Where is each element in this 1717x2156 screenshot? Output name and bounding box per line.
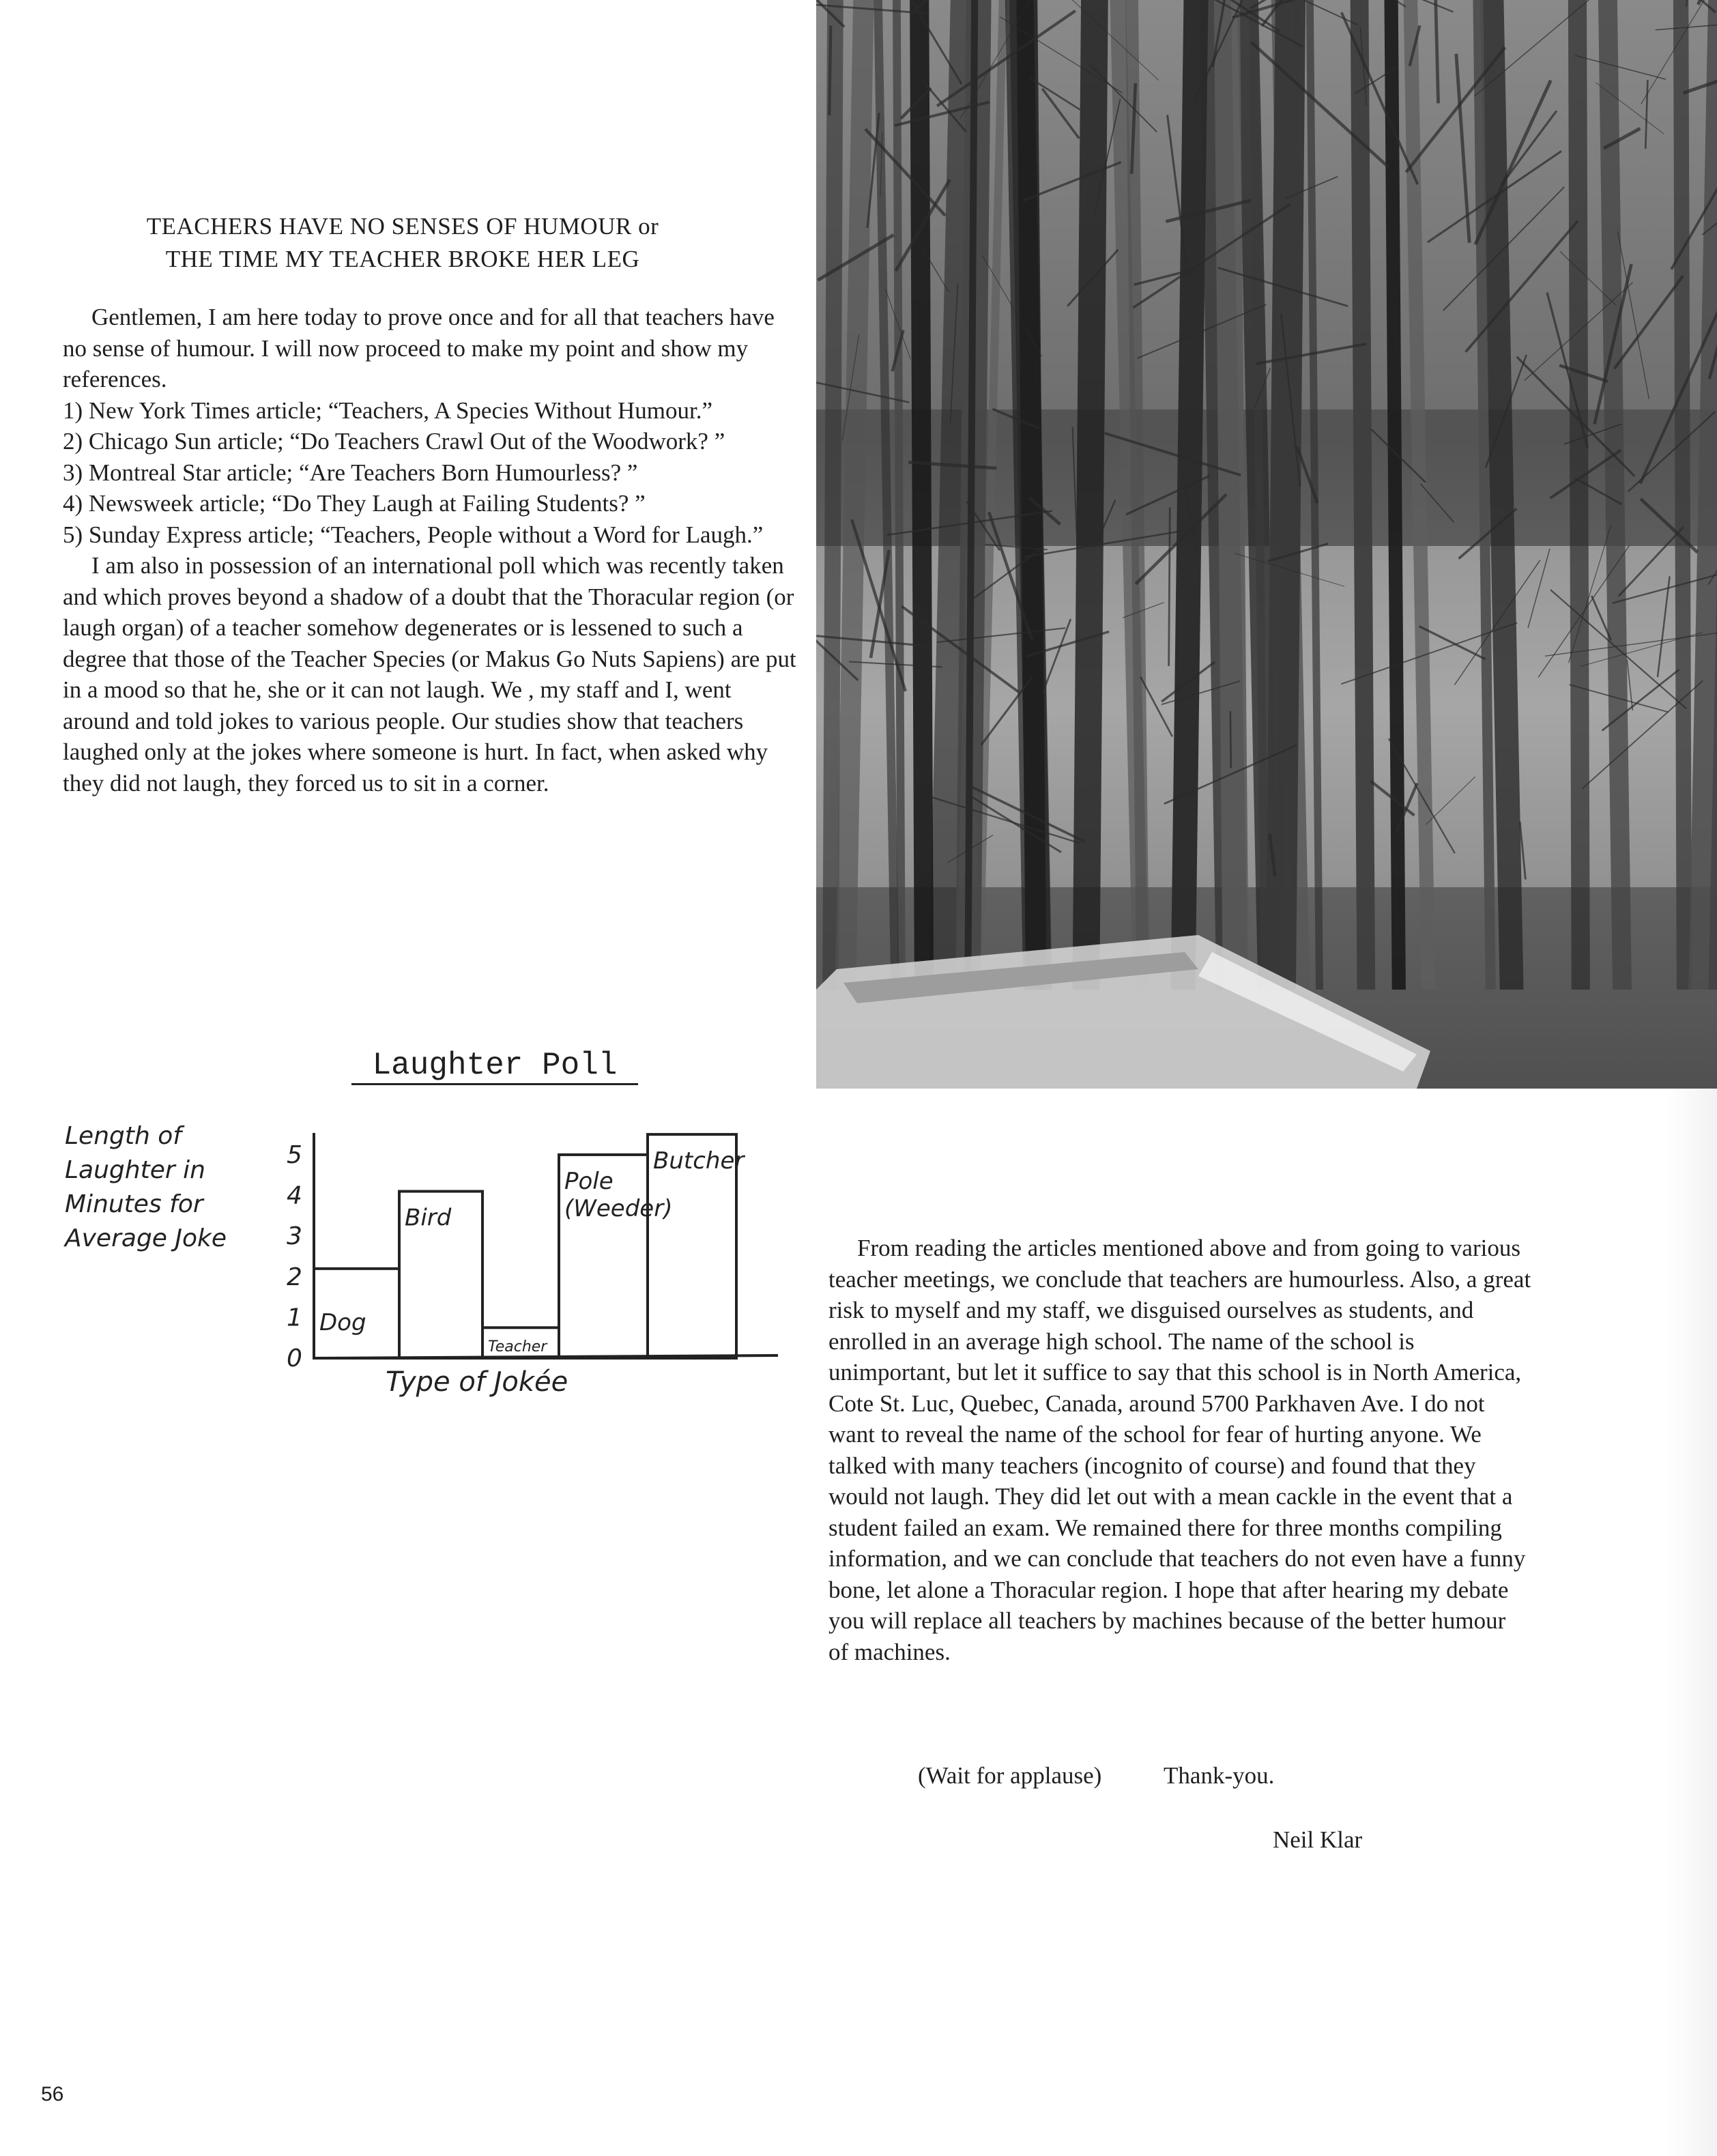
- chart-bar-label: Bird: [405, 1204, 452, 1232]
- chart-bar-label: Butcher: [653, 1147, 745, 1175]
- forest-swamp-photo: [816, 0, 1717, 1089]
- page-edge-shadow: [1665, 1089, 1717, 2156]
- chart-y-tick-label: 4: [287, 1181, 302, 1210]
- chart-y-tick-label: 3: [287, 1222, 302, 1251]
- photo-illustration: [816, 0, 1717, 1089]
- title-line-2: THE TIME MY TEACHER BROKE HER LEG: [165, 246, 640, 272]
- applause-note: (Wait for applause): [918, 1762, 1102, 1789]
- article-title: [61, 210, 744, 276]
- laughter-poll-chart: [273, 1099, 792, 1372]
- chart-title: Laughter Poll: [351, 1048, 638, 1085]
- reference-item: 5) Sunday Express article; “Teachers, People without a Word for Laugh.”: [63, 521, 764, 548]
- chart-bar-label: (Weeder): [564, 1194, 673, 1222]
- poll-paragraph: I am also in possession of an international poll which was recently taken and which proves beyond a shadow of a doubt that the Thoracular region (or laugh organ) of a teacher somehow degenerates or is lessened to such a degree that those of the Teacher Species (or Makus Go Nuts Sapiens) are put in a mood so that he, she or it can not laugh. We , my staff and I, went around and told jokes to various people. Our studies show that teachers laughed only at the jokes where someone is hurt. In fact, when asked why they did not laugh, they forced us to sit in a corner.: [63, 552, 796, 796]
- right-column: [828, 1233, 1531, 1667]
- closing-line: [918, 1762, 1274, 1790]
- tree-branch: [829, 25, 831, 115]
- chart-bar-label: Pole: [564, 1167, 614, 1195]
- reference-item: 4) Newsweek article; “Do They Laugh at Failing Students? ”: [63, 490, 646, 517]
- references-list: [63, 395, 800, 551]
- chart-y-axis-label: Length of Laughter in Minutes for Average Joke: [65, 1122, 227, 1252]
- tree-branch: [1169, 508, 1170, 666]
- chart-x-axis-label: Type of Jokée: [386, 1366, 568, 1398]
- reference-item: 3) Montreal Star article; “Are Teachers Born Humourless? ”: [63, 459, 638, 486]
- chart-bar-label: Dog: [319, 1308, 366, 1336]
- chart-bar-label: Teacher: [488, 1338, 547, 1355]
- reference-item: 1) New York Times article; “Teachers, A Species Without Humour.”: [63, 397, 713, 424]
- chart-y-tick-label: 2: [287, 1263, 302, 1291]
- tree-branch: [1230, 711, 1231, 768]
- left-column: [63, 302, 800, 799]
- thank-you-text: Thank-you.: [1164, 1762, 1275, 1789]
- page-number: 56: [41, 2083, 64, 2105]
- intro-paragraph: Gentlemen, I am here today to prove once and for all that teachers have no sense of humour. I will now proceed to make my point and show my references.: [63, 304, 775, 392]
- author-signature: Neil Klar: [1273, 1826, 1363, 1853]
- reference-item: 2) Chicago Sun article; “Do Teachers Crawl Out of the Woodwork? ”: [63, 428, 725, 455]
- conclusion-paragraph: From reading the articles mentioned above and from going to various teacher meetings, we conclude that teachers are humourless. Also, a great risk to myself and my staff, we disguised ourselves as students, and enrolled in an average high school. The name of the school is unimportant, but let it suffice to say that this school is in North America, Cote St. Luc, Quebec, Canada, around 5700 Parkhaven Ave. I do not want to reveal the name of the school for fear of hurting anyone. We talked with many teachers (incognito of course) and found that they would not laugh. They did let out with a mean cackle in the event that a student failed an exam. We remained there for three months compiling information, and we can conclude that teachers do not even have a funny bone, let alone a Thoracular region. I hope that after hearing my debate you will replace all teachers by machines because of the better humour of machines.: [828, 1235, 1531, 1665]
- title-line-1: TEACHERS HAVE NO SENSES OF HUMOUR or: [146, 213, 659, 240]
- chart-y-tick-label: 0: [287, 1345, 302, 1372]
- chart-y-tick-label: 5: [287, 1140, 302, 1169]
- chart-y-tick-label: 1: [287, 1304, 302, 1332]
- tree-trunk: [1568, 0, 1590, 990]
